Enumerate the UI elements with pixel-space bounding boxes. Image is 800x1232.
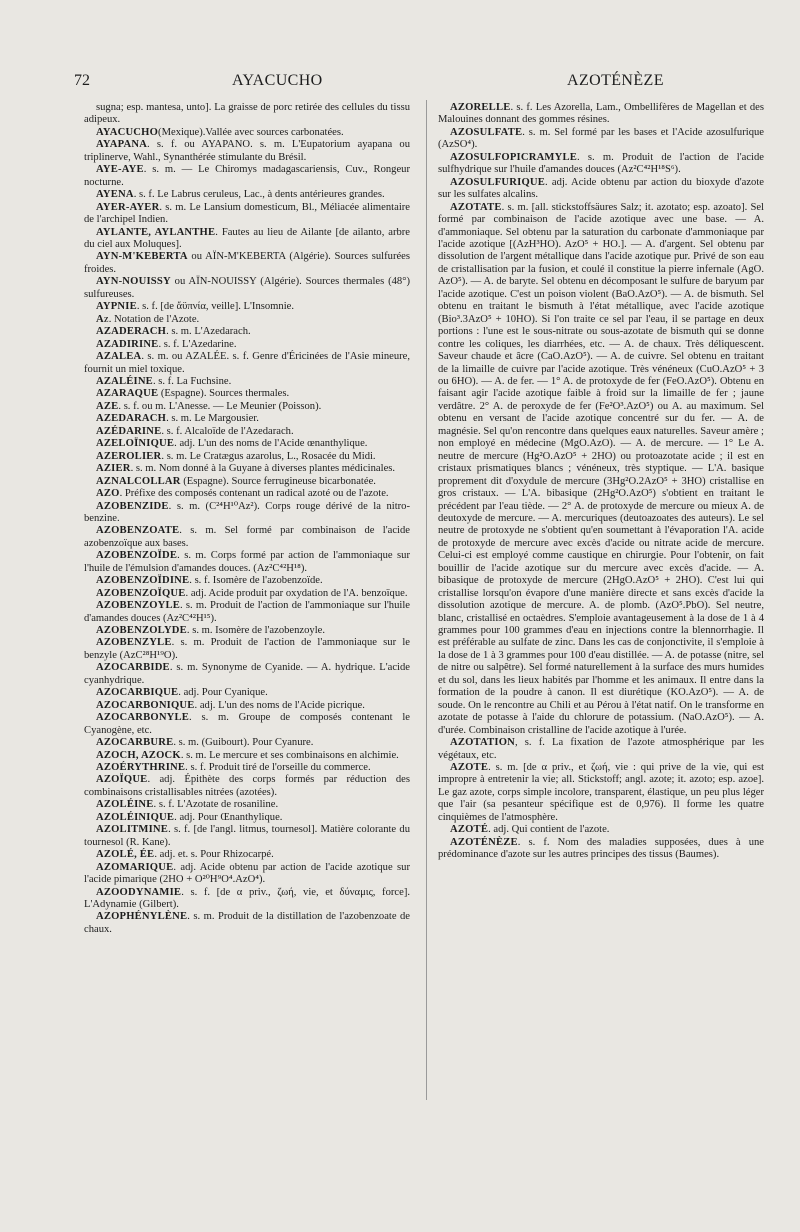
entry-headword: AYAPANA: [96, 139, 148, 151]
entry-headword: AZOMARIQUE: [96, 861, 174, 873]
dictionary-entry: [438, 102, 764, 127]
entry-definition: (Espagne). Source ferrugineuse bicarbonatée.: [180, 475, 376, 487]
entry-headword: AZOCARBIQUE: [96, 687, 179, 699]
entry-headword: AZOCH, AZOCK: [96, 749, 181, 761]
entry-definition: . s. m. Produit de la distillation de l'azobenzoate de chaux.: [84, 911, 410, 935]
dictionary-entry: [84, 251, 410, 276]
entry-headword: AZOCARBONIQUE: [96, 699, 195, 711]
dictionary-entry: [84, 127, 410, 139]
entry-headword: AZOTATE: [450, 201, 502, 213]
dictionary-entry: [84, 463, 410, 475]
entry-definition: . s. f. Les Azorella, Lam., Ombellifères de Magellan et des Malouines donnant des gommes résines.: [438, 102, 764, 126]
entry-definition: . s. m. (Guibourt). Pour Cyanure.: [173, 737, 314, 749]
entry-definition: . Préfixe des composés contenant un radical azoté ou de l'azote.: [119, 488, 389, 500]
dictionary-entry: [84, 824, 410, 849]
dictionary-entry: [84, 737, 410, 749]
dictionary-entry: [84, 712, 410, 737]
entry-definition: . s. f. La Fuchsine.: [152, 375, 232, 387]
entry-headword: AYER-AYER: [96, 201, 160, 213]
dictionary-entry: [84, 588, 410, 600]
entry-headword: AZOCARBIDE: [96, 662, 170, 674]
dictionary-entry: [84, 376, 410, 388]
dictionary-entry: [84, 401, 410, 413]
entry-definition: . s. m. Produit de l'action de l'acide sulfhydrique sur l'huile d'amandes douces (Az²C⁴²H¹⁸S⁶).: [438, 151, 764, 176]
entry-definition: . adj. L'un des noms de l'Acide œnanthylique.: [174, 438, 368, 450]
entry-definition: . adj. L'un des noms de l'Acide picrique.: [194, 699, 365, 711]
entry-definition: . s. m. (C²⁴H¹⁰Az²). Corps rouge dérivé de la nitro-benzine.: [84, 500, 410, 524]
entry-definition: . s. m. L'Azedarach.: [166, 326, 251, 338]
right-running-head: AZOTÉNÈZE: [567, 72, 664, 89]
entry-headword: AZOBENZOATE: [96, 525, 180, 537]
page-header: [0, 72, 800, 98]
entry-definition: . adj. et. s. Pour Rhizocarpé.: [154, 849, 274, 861]
entry-definition: (Espagne). Sources thermales.: [158, 388, 290, 400]
dictionary-entry: [84, 575, 410, 587]
entry-definition: . s. m. Le Margousier.: [166, 413, 259, 425]
dictionary-entry: [84, 451, 410, 463]
entry-definition: . s. m. Synonyme de Cyanide. — A. hydrique. L'acide cyanhydrique.: [84, 662, 410, 686]
entry-headword: AZOTE: [450, 762, 489, 774]
entry-definition: . s. m. Le Lansium domesticum, Bl., Méliacée alimentaire de l'archipel Indien.: [84, 201, 410, 226]
entry-definition: . adj. Acide obtenu par action du bioxyde d'azote sur les sulfates alcalins.: [438, 176, 764, 201]
dictionary-entry: [84, 413, 410, 425]
dictionary-entry: [84, 812, 410, 824]
dictionary-entry: [438, 202, 764, 737]
left-column: [84, 102, 410, 936]
dictionary-entry: [84, 139, 410, 164]
entry-headword: AZARAQUE: [96, 388, 159, 400]
entry-definition: . s. m. — Le Chiromys madagascariensis, Cuv., Rongeur nocturne.: [84, 164, 410, 188]
dictionary-entry: [84, 862, 410, 887]
dictionary-entry: [84, 388, 410, 400]
entry-definition: . s. f. Le Labrus ceruleus, Lac., à dents antérieures grandes.: [133, 189, 385, 201]
entry-definition: . s. m. ou AZALÉE. s. f. Genre d'Éricinées de l'Asie mineure, fournit un miel toxique.: [84, 351, 410, 375]
dictionary-entry: [84, 488, 410, 500]
entry-headword: Az: [96, 313, 109, 325]
entry-headword: AZADERACH: [96, 326, 167, 338]
dictionary-entry: [438, 177, 764, 202]
dictionary-entry: [84, 438, 410, 450]
dictionary-entry: [84, 339, 410, 351]
entry-headword: AZOÉRYTHRINE: [96, 762, 186, 774]
dictionary-entry: [438, 837, 764, 862]
dictionary-entry: [84, 762, 410, 774]
entry-definition: . adj. Pour Œnanthylique.: [174, 811, 283, 823]
entry-definition: (Mexique).Vallée avec sources carbonatées.: [158, 126, 344, 138]
page-number: 72: [74, 72, 90, 89]
entry-definition: ou AÏN-NOUISSY (Algérie). Sources thermales (48°) sulfureuses.: [84, 276, 410, 300]
entry-headword: AZALEA: [96, 351, 142, 363]
entry-headword: AZOCARBONYLE: [96, 712, 190, 724]
entry-headword: AZELOÏNIQUE: [96, 438, 175, 450]
dictionary-entry: [84, 202, 410, 227]
column-divider: [426, 100, 427, 1100]
entry-definition: . adj. Acide obtenu par action de l'acide azotique sur l'acide pimarique (2HO + O²⁰H⁹O⁴.AzO⁴).: [84, 861, 410, 886]
entry-definition: . adj. Épithète des corps formés par réduction des combinaisons cristallisables nitrées (azotées).: [84, 774, 410, 798]
entry-headword: AZOLÉINIQUE: [96, 811, 175, 823]
entry-definition: . s. m. Groupe de composés contenant le Cyanogène, etc.: [84, 712, 410, 736]
entry-definition: . s. f. Alcaloïde de l'Azedarach.: [161, 425, 294, 437]
entry-definition: . s. m. Produit de l'action de l'ammoniaque sur le benzyle (AzC²⁸H¹⁹O).: [84, 637, 410, 661]
entry-definition: . s. f. ou m. L'Anesse. — Le Meunier (Poisson).: [118, 400, 322, 412]
entry-headword: AZOBENZOÏDINE: [96, 575, 190, 587]
dictionary-entry: [84, 351, 410, 376]
entry-headword: AZOLÉINE: [96, 799, 154, 811]
entry-definition: . s. f. Produit tiré de l'orseille du commerce.: [185, 762, 371, 774]
dictionary-entry: [84, 799, 410, 811]
entry-definition: . adj. Pour Cyanique.: [178, 687, 268, 699]
entry-headword: AYN-M'KEBERTA: [96, 251, 188, 263]
entry-definition: . Notation de l'Azote.: [108, 313, 200, 325]
entry-definition: . s. m. Le Cratægus azarolus, L., Rosacée du Midi.: [161, 450, 376, 462]
dictionary-entry: [84, 600, 410, 625]
dictionary-entry: [84, 426, 410, 438]
entry-definition: . s. m. Sel formé par les bases et l'Acide azosulfurique (AzSO⁴).: [438, 126, 764, 151]
dictionary-entry: [84, 189, 410, 201]
dictionary-entry: [84, 637, 410, 662]
entry-headword: AZOCARBURE: [96, 737, 174, 749]
dictionary-entry: [84, 662, 410, 687]
entry-definition: . s. m. Corps formé par action de l'ammoniaque sur l'huile de l'émulsion d'amandes douces. (Az²C⁴²H¹⁸).: [84, 550, 410, 574]
entry-headword: AZIER: [96, 463, 131, 475]
entry-headword: AZOSULFATE: [450, 126, 523, 138]
entry-definition: sugna; esp. mantesa, unto]. La graisse de porc retirée des cellules du tissu adipeux.: [84, 102, 410, 126]
entry-headword: AZO: [96, 488, 120, 500]
entry-headword: AZADIRINE: [96, 338, 159, 350]
dictionary-entry: [84, 227, 410, 252]
entry-headword: AZOTÉ: [450, 824, 489, 836]
entry-headword: AZOBENZYLE: [96, 637, 172, 649]
entry-definition: . s. m. Le mercure et ses combinaisons en alchimie.: [180, 749, 399, 761]
dictionary-entry: [84, 501, 410, 526]
entry-headword: AZOBENZIDE: [96, 500, 169, 512]
entry-headword: AZÉDARINE: [96, 425, 162, 437]
entry-definition: . Fautes au lieu de Ailante [de ailanto, arbre du ciel aux Moluques].: [84, 226, 410, 250]
dictionary-entry: [84, 102, 410, 127]
entry-headword: AZOBENZOÏDE: [96, 550, 178, 562]
entry-headword: AYE-AYE: [96, 164, 144, 176]
entry-headword: AZOBENZOLYDE: [96, 625, 187, 637]
entry-definition: , s. f. La fixation de l'azote atmosphérique par les végétaux, etc.: [438, 737, 764, 761]
entry-headword: AZOSULFURIQUE: [450, 176, 546, 188]
dictionary-entry: [84, 687, 410, 699]
dictionary-entry: [84, 750, 410, 762]
entry-headword: AZOBENZOÏQUE: [96, 587, 186, 599]
entry-headword: AYLANTE, AYLANTHE: [96, 226, 216, 238]
entry-headword: AZOLÉ, ÉE: [96, 849, 155, 861]
entry-definition: ou AÏN-M'KEBERTA (Algérie). Sources sulfurées froides.: [84, 251, 410, 275]
entry-headword: AZALÉINE: [96, 375, 153, 387]
entry-definition: . adj. Qui contient de l'azote.: [488, 824, 610, 836]
entry-headword: AYACUCHO: [96, 126, 159, 138]
dictionary-entry: [438, 762, 764, 824]
entry-definition: . s. f. L'Azotate de rosaniline.: [153, 799, 279, 811]
entry-headword: AYENA: [96, 189, 134, 201]
dictionary-entry: [84, 625, 410, 637]
dictionary-entry: [84, 911, 410, 936]
dictionary-entry: [84, 700, 410, 712]
dictionary-entry: [438, 152, 764, 177]
entry-definition: . s. f. ou AYAPANO. s. m. L'Eupatorium ayapana ou triplinerve, Wahl., Synanthérée stimulante du Brésil.: [84, 139, 410, 163]
entry-headword: AZOLITMINE: [96, 824, 169, 836]
dictionary-entry: [84, 314, 410, 326]
entry-headword: AZOTÉNÈZE: [450, 836, 518, 848]
entry-definition: . s. f. [de α priv., ζωή, vie, et δύναμις, force]. L'Adynamie (Gilbert).: [84, 886, 410, 910]
dictionary-entry: [84, 774, 410, 799]
dictionary-entry: [84, 849, 410, 861]
entry-headword: AZOSULFOPICRAMYLE: [450, 151, 578, 163]
entry-headword: AZNALCOLLAR: [96, 475, 181, 487]
dictionary-entry: [84, 164, 410, 189]
entry-definition: . s. f. L'Azedarine.: [158, 338, 237, 350]
entry-headword: AZOODYNAMIE: [96, 886, 182, 898]
entry-definition: . s. f. Isomère de l'azobenzoïde.: [189, 575, 323, 587]
entry-definition: . s. m. Sel formé par combinaison de l'acide azobenzoïque aux bases.: [84, 525, 410, 549]
entry-headword: AZEDARACH: [96, 413, 167, 425]
entry-definition: . s. m. [all. stickstoffsäures Salz; it. azotato; esp. azoato]. Sel formé par combinaison de l'acide azotique avec une base. — A. d'ammoniaque. Sel obtenu par la saturation du carbonate d'ammoniaque par l'acide azotique [(AzH³HO). AzO⁵ + HO.]. — A. d'argent. Sel obtenu par dissolution de l'argent métallique dans l'acide azotique pur. Privé de son eau de cristallisation par la fusion, et coulé il constitue la pierre infernale (AgO. AzO⁵). — A. de baryte. Sel obtenu en décomposant le sulfure de baryum par l'acide azotique. C'est un poison violent (BaO.AzO⁵). — A. de bismuth. Sel obtenu en traitant le bismuth à l'état métallique, avec l'acide azotique (Bio³.3AzO⁵ + 10HO). Si l'on traite ce sel par l'eau, il se partage en deux portions : l'une est le sous-nitrate ou sous-azotate de bismuth qui se donne contre les coliques, les diarrhées, etc. — A. de chaux. Très déliquescent. Saveur chaude et âcre (CaO.AzO⁵). — A. de cuivre. Sel obtenu en traitant de la limaille de cuivre par l'acide azotique. Très vénéneux (CuO.AzO⁵ + 3 ou 6HO). — A. de fer. — 1° A. de protoxyde de fer (FeO.AzO⁵). Obtenu en faisant agir l'acide azotique faible à froid sur la limaille de fer ; jaune verdâtre. 2° A. de peroxyde de fer (Fe²O³.AzO⁵) ou A. au maximum. Sel obtenu en versant de l'acide azotique concentré sur du fer. — A. de magnésie. Sel qu'on rencontre dans quelques eaux naturelles. Saveur amère ; non employé en médecine (MgO.AzO). — A. de mercure. — 1° Le A. neutre de mercure (Hg²O.AzO⁵ + 2HO) ou protoazotate acide ; il est en cristaux prismatiques blancs ; vénéneux, très styptique. — L'A. basique proprement dit d'oxydule de mercure (3Hg²O.2AzO⁵ + 3HO) cristallise en gros cristaux. — L'A. bibasique (2Hg²O.AzO⁵) s'obtient en traitant le précédent par l'eau tiède. — 2° A. de protoxyde de mercure ou mieux A. de deutoxyde de mercure. — A. mercuriques (deutoazoates des auteurs). Le sel neutre de protoxyde ne s'obtient qu'en soumettant à l'évaporation l'A. acide de protoxyde de mercure avec excès d'acide ou nitrate acide de mercure. Celui-ci est employé comme caustique en chirurgie. Pour l'obtenir, on fait bouillir de l'acide azotique sur du mercure avec excès d'acide. — A. bibasique de protoxyde de mercure (2HgO.AzO⁵ + 2HO). C'est lui qui cristallise lorsqu'on évapore d'une manière directe et sans excès d'acide la dissolution azotique de mercure. A. de plomb. (AzO⁵.PbO). Sel neutre, blanc, cristallisé en octaèdres. S'emploie avantageusement à la dose de 1 à 4 grammes pour 100 grammes d'eau en injections contre la blennorrhagie. Il est préférable au sulfate de zinc. Dans les cas de conjonctivite, il s'emploie à la dose de 1 à 3 grammes pour 100 d'eau distillée. — A. de potasse (nitre, sel de nitre ou salpêtre). Sel formé naturellement à la surface des murs humides et du sol, dans les lieux habités par l'homme et les animaux. Il entre dans la formation de la poudre à canon. Il est diurétique (KO.AzO⁵). — A. de soude. On le rencontre au Chili et au Pérou à l'état natif. On le transforme en azotate de potasse à l'aide du chlorure de potassium. (NaO.AzO⁵). — A. d'urée. Combinaison cristalline de l'acide azotique à l'urée.: [438, 201, 764, 736]
dictionary-entry: [84, 476, 410, 488]
entry-definition: . s. f. [de l'angl. litmus, tournesol]. Matière colorante du tournesol (R. Kane).: [84, 824, 410, 848]
dictionary-entry: [84, 550, 410, 575]
dictionary-entry: [438, 737, 764, 762]
entry-headword: AZOÏQUE: [96, 774, 148, 786]
entry-definition: . adj. Acide produit par oxydation de l'A. benzoïque.: [185, 587, 408, 599]
entry-definition: . s. m. Nom donné à la Guyane à diverses plantes médicinales.: [130, 463, 396, 475]
right-column: [438, 102, 764, 862]
entry-definition: . s. m. Produit de l'action de l'ammoniaque sur l'huile d'amandes douces (Az²C⁴²H¹⁵).: [84, 600, 410, 624]
dictionary-entry: [84, 887, 410, 912]
dictionary-entry: [84, 525, 410, 550]
entry-definition: . s. f. Nom des maladies supposées, dues à une prédominance d'azote sur les autres principes des tissus (Baumes).: [438, 836, 764, 861]
entry-headword: AYN-NOUISSY: [96, 276, 171, 288]
entry-definition: . s. m. [de α priv., et ζωή, vie : qui prive de la vie, qui est impropre à entretenir la vie; all. Stickstoff; angl. azote; it. azoto; esp. azoe]. Le gaz azote, corps simple incolore, transparent, élastique, un peu plus léger que l'air (sa pesanteur spécifique est de 0,976). Il forme les quatre cinquièmes de l'atmosphère.: [438, 762, 764, 823]
entry-definition: . s. m. Isomère de l'azobenzoyle.: [186, 625, 326, 637]
dictionary-entry: [84, 276, 410, 301]
entry-headword: AZOBENZOYLE: [96, 600, 181, 612]
entry-headword: AZOTATION: [450, 737, 515, 749]
dictionary-entry: [438, 127, 764, 152]
entry-headword: AZE: [96, 400, 119, 412]
left-running-head: AYACUCHO: [232, 72, 323, 89]
entry-headword: AYPNIE: [96, 301, 137, 313]
entry-headword: AZOPHÉNYLÈNE: [96, 911, 188, 923]
entry-headword: AZEROLIER: [96, 450, 162, 462]
dictionary-entry: [84, 301, 410, 313]
entry-definition: . s. f. [de ἄϋπνία, veille]. L'Insomnie.: [136, 301, 295, 313]
entry-headword: AZORELLE: [450, 102, 511, 113]
dictionary-entry: [438, 824, 764, 836]
dictionary-entry: [84, 326, 410, 338]
